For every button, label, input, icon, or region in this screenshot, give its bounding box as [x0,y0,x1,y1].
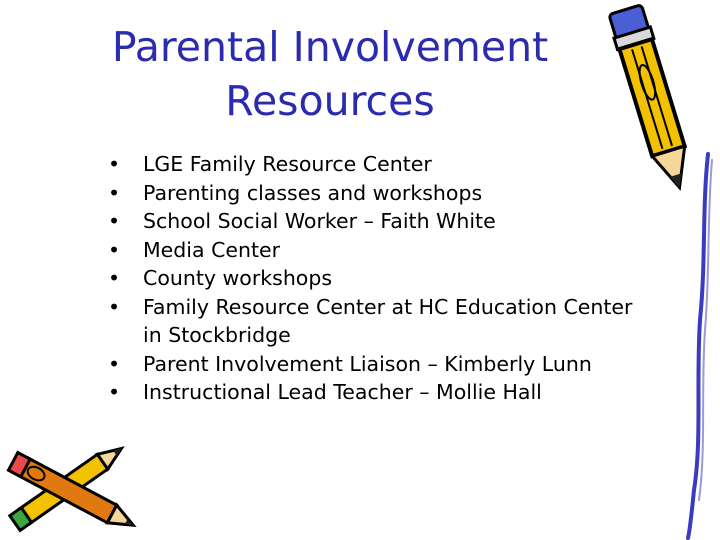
bullet-list [108,150,648,407]
title-line-1: Parental Involvement [111,23,549,71]
bullet-marker: • [108,180,121,205]
bullet-marker: • [108,294,121,319]
bullet-item [108,207,648,236]
bullet-marker: • [108,209,121,233]
bullet-item [108,378,648,407]
bullet-text: Parent Involvement Liaison – Kimberly Lunn [143,351,592,376]
bullet-marker: • [108,152,121,176]
bullet-text: Family Resource Center at HC Education Center in Stockbridge [143,294,633,347]
bullet-item [108,293,648,350]
bullet-item [108,350,648,379]
bullet-marker: • [108,266,121,290]
bullet-text: School Social Worker – Faith White [143,209,496,233]
title-line-2: Resources [225,77,435,125]
bullet-marker: • [108,380,121,404]
bullet-marker: • [108,237,121,262]
bullet-marker: • [108,351,121,376]
bullet-item [108,264,648,293]
bullet-text: Media Center [143,237,281,262]
bullet-text: LGE Family Resource Center [143,152,432,176]
bullet-text: County workshops [143,266,333,290]
pencil-line-icon [672,150,720,540]
bullet-item [108,179,648,208]
slide-title [60,20,600,128]
bullet-text: Parenting classes and workshops [143,180,483,205]
pencils-clipart-icon [0,432,150,540]
bullet-item [108,236,648,265]
bullet-text: Instructional Lead Teacher – Mollie Hall [143,380,542,404]
bullet-item [108,150,648,179]
